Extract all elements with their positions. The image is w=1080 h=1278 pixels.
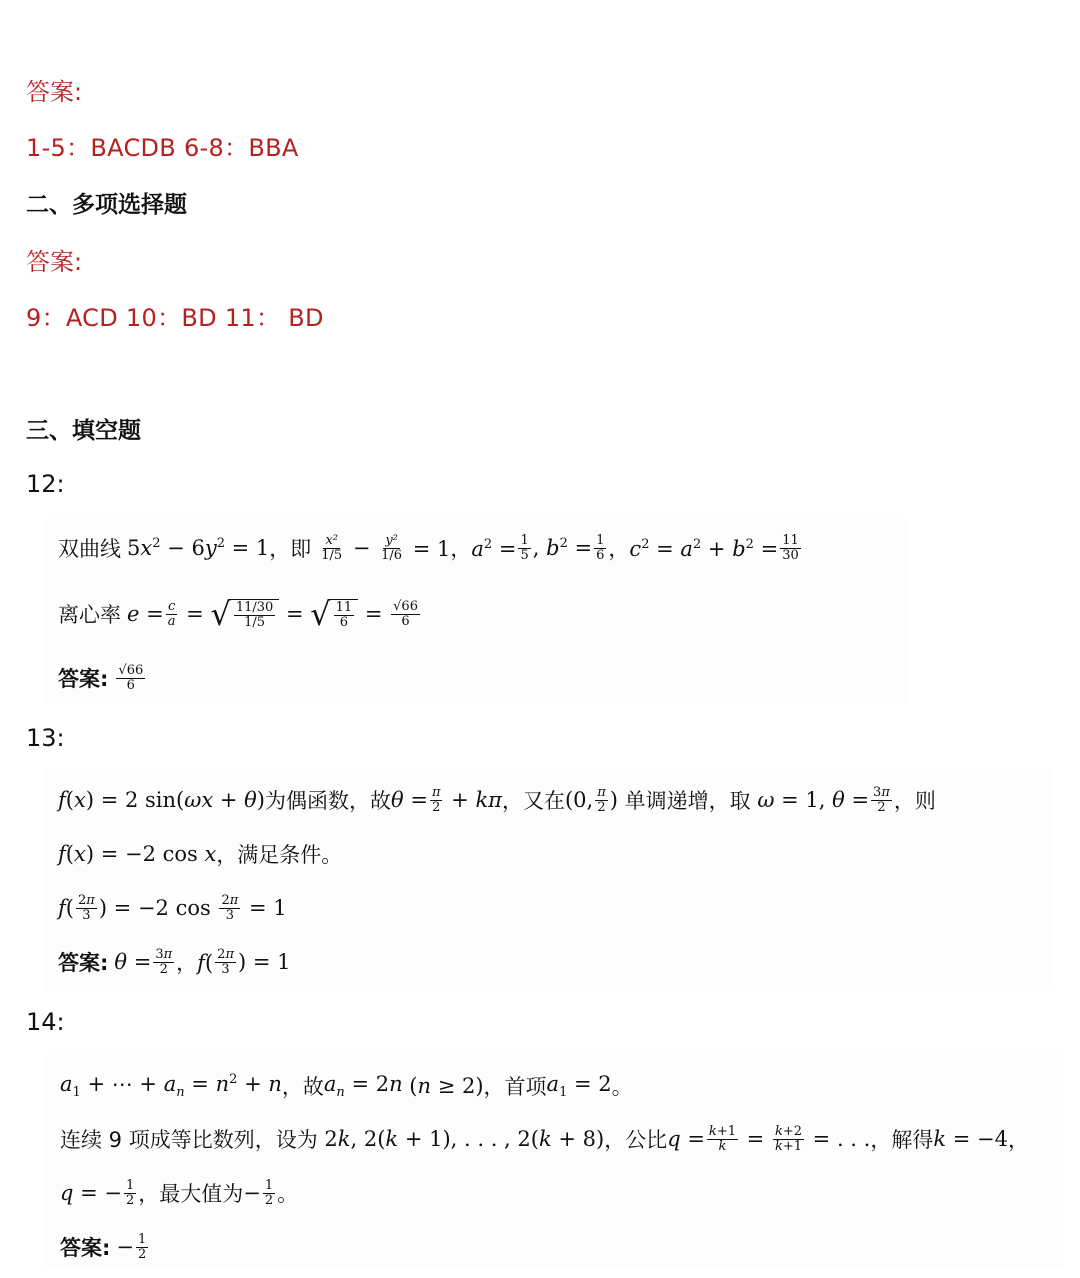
q13-line-1: f(x) = 2 sin(ωx + θ) 为偶函数，故 θ = $\frac{\pi}{2}$ + kπ ，又在 (0, $\frac{\pi}{2}$ ) 单调递增，取 ω = 1, θ = $\frac{3\pi}{2}$ ，则 <box>58 784 936 815</box>
question-12-number: 12: <box>26 470 65 498</box>
q12-answer-value: $\frac{√66}{6}$ <box>118 662 144 693</box>
q12-answer <box>58 658 147 698</box>
q12-line-2: 离心率 e = $\frac{c}{a}$ = √ $\frac{11/30}{1/5}$ = √ $\frac{11}{6}$ = $\frac{√66}{6}$ <box>58 595 418 633</box>
q14-line-2: 连续 9 项成等比数列，设为 2k, 2(k + 1), . . . , 2(k + 8) ，公比 q = $\frac{k+1}{k}$ = $\frac{k+2}{k+1}$ = . . . ，解得 k = −4 ， <box>60 1123 1029 1154</box>
q13-answer-label: 答案: <box>58 951 109 975</box>
section-title-fill-blank: 三、填空题 <box>26 418 141 444</box>
section-title-multiple-choice: 二、多项选择题 <box>26 192 187 218</box>
q12-l1-prefix: 双曲线 <box>58 537 121 561</box>
q12-frac-x: $\frac{\text{x²}}{1/5}$ <box>321 532 343 563</box>
q14-answer: 答案: − $\frac{1}{2}$ <box>60 1231 147 1262</box>
answer-label-2: 答案: <box>26 248 83 276</box>
q12-frac-y: $\frac{\text{y²}}{1/6}$ <box>381 532 403 563</box>
multiple-choice-answers: 9：ACD 10：BD 11： BD <box>26 304 324 332</box>
q13-line-2: f(x) = −2 cos x ，满足条件。 <box>58 842 343 867</box>
q12-frac-c: $\frac{11}{30}$ <box>782 532 799 563</box>
q12-l2-prefix: 离心率 <box>58 603 121 627</box>
q14-answer-label: 答案: <box>60 1236 111 1260</box>
question-13-number: 13: <box>26 724 65 752</box>
q14-line-3: q = − $\frac{1}{2}$ ，最大值为 − $\frac{1}{2}$ 。 <box>60 1177 299 1208</box>
q14-answer-value: $\frac{1}{2}$ <box>138 1231 147 1262</box>
q12-l1-mid: ，即 <box>269 537 312 561</box>
single-choice-answers: 1-5：BACDB 6-8：BBA <box>26 134 299 162</box>
q13-answer: 答案: θ = $\frac{3\pi}{2}$ ，f( $\frac{2\pi}{3}$ ) = 1 <box>58 946 291 977</box>
q12-answer-label: 答案: <box>58 667 109 691</box>
question-14-number: 14: <box>26 1008 65 1036</box>
answer-label-1: 答案: <box>26 78 83 106</box>
q14-line-1: $a_1$ + ⋯ + $a_n = n^2 + n$ ，故 $a_n = 2n$ (n ≥ 2) ，首项 $a_1 = 2$ 。 <box>60 1071 633 1101</box>
q13-line-3: f( $\frac{2\pi}{3}$ ) = −2 cos $\frac{2\pi}{3}$ = 1 <box>58 892 287 923</box>
q12-line-1: 双曲线 $5x^2 - 6y^2 = 1$ ，即 $\frac{\text{x²}}{1/5}$ − $\frac{\text{y²}}{1/6}$ = 1，$a^2$ = $\frac{1}{5}$ , $b^2$ = $\frac{1}{6}$ ，$c^2 = a^2 + b^2$ = $\frac{11}{30}$ <box>58 532 799 563</box>
